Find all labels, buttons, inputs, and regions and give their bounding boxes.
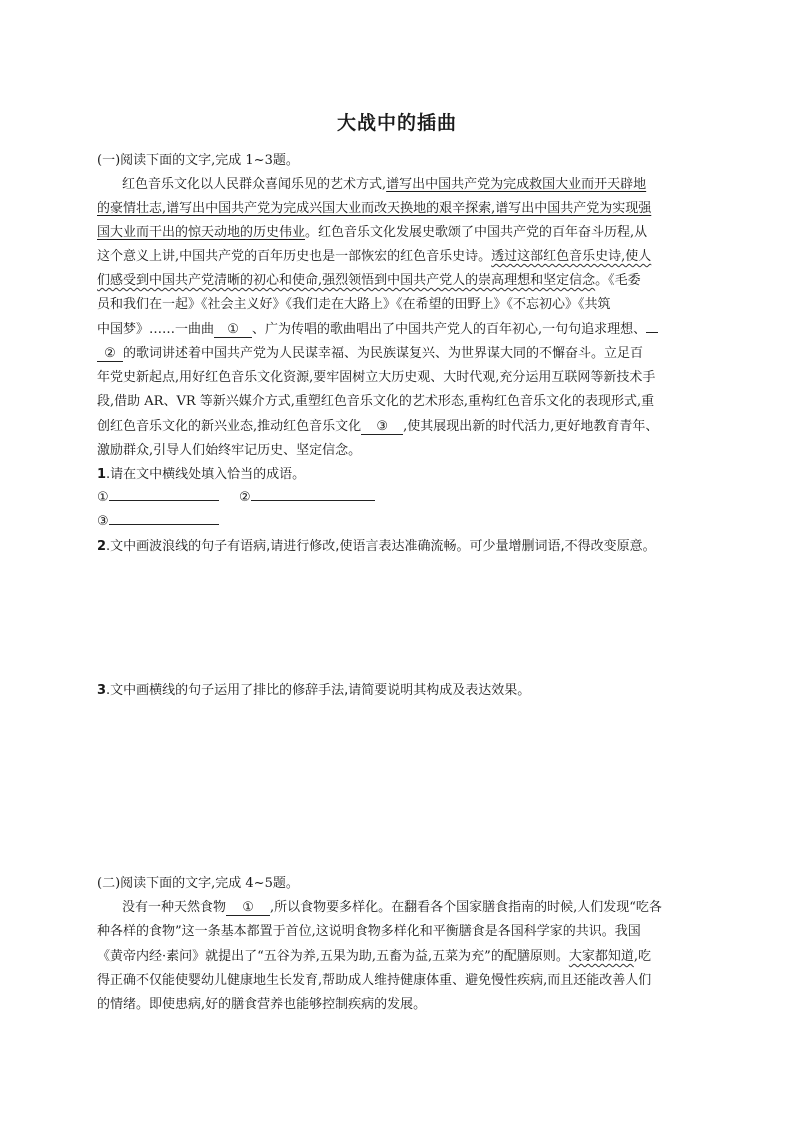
- question-number: 1: [97, 467, 107, 482]
- answer-label: ②: [238, 490, 251, 505]
- question-3: [97, 679, 530, 698]
- question-text: .文中画横线的句子运用了排比的修辞手法,请简要说明其构成及表达效果。: [106, 683, 531, 698]
- passage-2-line: [122, 896, 662, 916]
- passage-text: ,吃: [633, 949, 651, 964]
- blank-3[interactable]: ③: [361, 420, 403, 435]
- question-1: [97, 463, 305, 482]
- passage-text: 、广为传唱的歌曲唱出了中国共产党人的百年初心,一句句追求理想、: [252, 322, 647, 337]
- passage-text: 没有一种天然食物: [122, 900, 227, 915]
- answer-label: ③: [97, 514, 109, 529]
- passage-1-line: [97, 269, 641, 288]
- blank-4[interactable]: ①: [226, 901, 270, 916]
- passage-text: 。《毛委: [595, 273, 641, 288]
- blank-1[interactable]: ①: [214, 323, 252, 338]
- passage-1-line: [97, 318, 658, 338]
- question-text: .文中画波浪线的句子有语病,请进行修改,使语言表达准确流畅。可少量增删词语,不得改变原意。: [106, 539, 656, 554]
- passage-text: 这个意义上讲,中国共产党的百年历史也是一部恢宏的红色音乐史诗。: [97, 249, 492, 264]
- answer-row: [97, 511, 219, 529]
- passage-text: 的情绪。即使患病,好的膳食营养也能够控制疾病的发展。: [97, 997, 427, 1012]
- passage-text: 员和我们在一起》《社会主义好》《我们走在大路上》《在希望的田野上》《不忘初心》《共筑: [97, 297, 611, 312]
- answer-blank-2[interactable]: [251, 487, 375, 501]
- passage-text: 创红色音乐文化的新兴业态,推动红色音乐文化: [97, 419, 362, 434]
- underlined-sentence: 谱写出中国共产党为完成救国大业而开天辟地: [386, 177, 647, 192]
- section-2-header: (二)阅读下面的文字,完成 4~5题。: [97, 876, 299, 891]
- answer-row: [97, 487, 375, 505]
- answer-blank-3[interactable]: [109, 511, 219, 525]
- passage-1-line: [97, 245, 651, 264]
- blank-2-start[interactable]: [646, 332, 658, 333]
- answer-blank-1[interactable]: [109, 487, 219, 501]
- passage-1-line: [97, 415, 658, 435]
- blank-2[interactable]: ②: [97, 347, 123, 362]
- passage-1-line: [97, 342, 643, 362]
- question-number: 3: [97, 683, 107, 698]
- passage-text: 年党史新起点,用好红色音乐文化资源,要牢固树立大历史观、大时代观,充分运用互联网等新技术手: [97, 370, 656, 385]
- answer-label: ①: [97, 490, 109, 505]
- passage-text: 中国梦》……一曲曲: [97, 322, 215, 337]
- passage-text: 得正确不仅能使婴幼儿健康地生长发育,帮助成人维持健康体重、避免慢性疾病,而且还能改善人们: [97, 973, 652, 988]
- passage-1-line: [122, 173, 646, 192]
- underlined-sentence: 的豪情壮志,谱写出中国共产党为完成兴国大业而改天换地的艰辛探索,谱写出中国共产党为实现强: [97, 201, 652, 216]
- question-2: [97, 535, 656, 554]
- passage-text: ,使其展现出新的时代活力,更好地教育青年、: [403, 419, 659, 434]
- wavy-underlined-sentence: 透过这部红色音乐史诗,使人: [491, 249, 652, 264]
- underlined-sentence: 国大业而干出的惊天动地的历史伟业: [97, 225, 306, 240]
- question-number: 2: [97, 539, 107, 554]
- passage-text: 。红色音乐文化发展史歌颂了中国共产党的百年奋斗历程,从: [305, 225, 648, 240]
- passage-text: 激励群众,引导人们始终牢记历史、坚定信念。: [97, 443, 362, 458]
- passage-text: 种各样的食物”这一条基本都置于首位,这说明食物多样化和平衡膳食是各国科学家的共识。我国: [97, 924, 641, 939]
- passage-text: ,所以食物要多样化。在翻看各个国家膳食指南的时候,人们发现“吃各: [270, 900, 662, 915]
- passage-text: 段,借助 AR、VR 等新兴媒介方式,重塑红色音乐文化的艺术形态,重构红色音乐文化的表现形式,重: [97, 394, 655, 409]
- question-text: .请在文中横线处填入恰当的成语。: [106, 467, 306, 482]
- passage-text: 红色音乐文化以人民群众喜闻乐见的艺术方式,: [122, 177, 387, 192]
- passage-2-line: [97, 945, 651, 964]
- passage-text: 《黄帝内经·素问》就提出了“五谷为养,五果为助,五畜为益,五菜为充”的配膳原则。: [97, 949, 569, 964]
- wavy-underlined-phrase: 大家都知道: [568, 949, 634, 964]
- page-title: 大战中的插曲: [336, 112, 457, 134]
- passage-1-line: [97, 221, 647, 240]
- section-1-header: (一)阅读下面的文字,完成 1~3题。: [97, 153, 299, 168]
- wavy-underlined-sentence: 们感受到中国共产党清晰的初心和使命,强烈领悟到中国共产党人的崇高理想和坚定信念: [97, 273, 596, 288]
- passage-text: 的歌词讲述着中国共产党为人民谋幸福、为民族谋复兴、为世界谋大同的不懈奋斗。立足百: [123, 346, 644, 361]
